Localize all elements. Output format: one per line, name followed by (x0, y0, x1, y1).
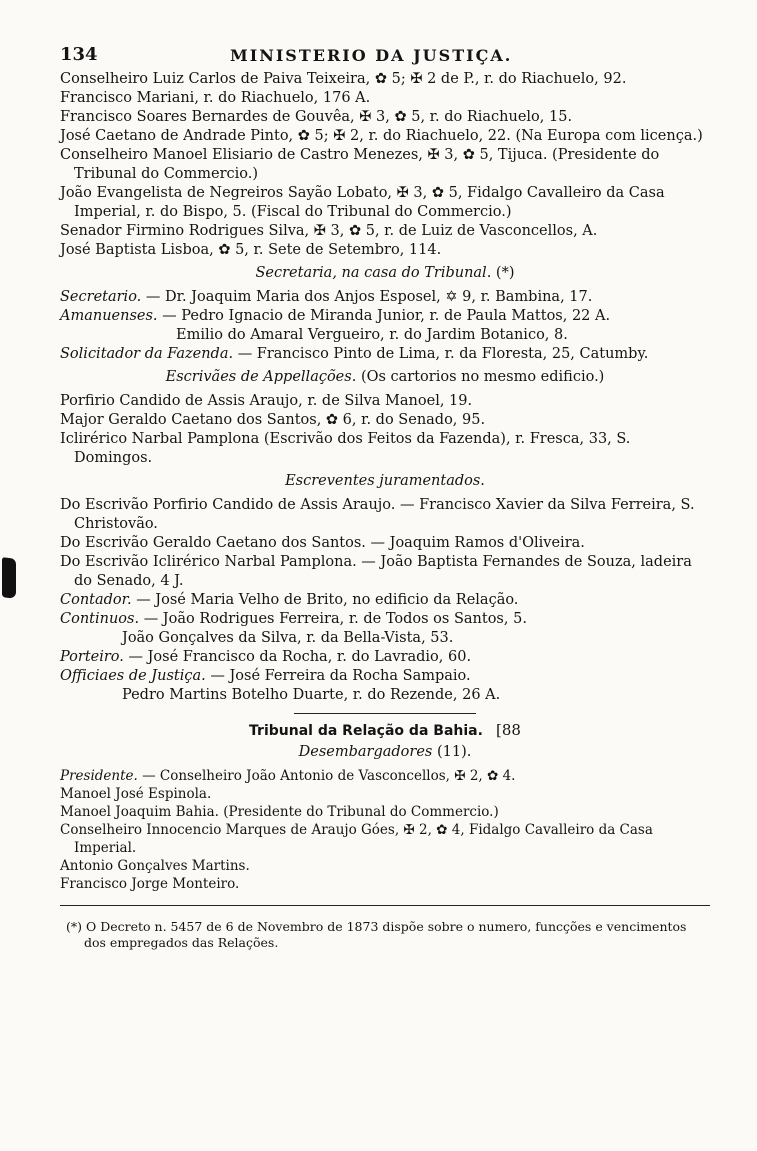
page-header (60, 40, 710, 70)
escrivaes-note: (Os cartorios no mesmo edificio.) (360, 369, 605, 385)
amanuenses-entry (60, 307, 710, 326)
amanuenses-entry-2: Emilio do Amaral Vergueiro, r. do Jardim Botanico, 8. (176, 327, 568, 343)
amanuenses-text: — Pedro Ignacio de Miranda Junior, r. de Paula Mattos, 22 A. (162, 308, 611, 324)
secretario-label: Secretario. (60, 289, 142, 305)
footnote: (*) O Decreto n. 5457 de 6 de Novembro de 1873 dispõe sobre o numero, funcções e vencimentos dos empregados das Relações. (66, 918, 687, 950)
porteiro-label: Porteiro. (60, 649, 124, 665)
footnote-marker: (*) (495, 265, 515, 281)
presidente-entry (60, 767, 710, 785)
list-item: Do Escrivão Geraldo Caetano dos Santos. — Joaquim Ramos d'Oliveira. (60, 535, 585, 551)
desembargadores-title: Desembargadores (298, 744, 433, 760)
desembargadores-heading (60, 741, 710, 764)
solicitador-label: Solicitador da Fazenda. (60, 346, 234, 362)
secretario-entry (60, 288, 710, 307)
porteiro-entry (60, 648, 710, 667)
contador-label: Contador. (60, 592, 132, 608)
bahia-heading (60, 713, 710, 739)
list-item: Iclirérico Narbal Pamplona (Escrivão dos Feitos da Fazenda), r. Fresca, 33, S. Domingos. (60, 431, 631, 466)
continuos-entry-2: João Gonçalves da Silva, r. da Bella-Vista, 53. (122, 630, 454, 646)
solicitador-text: — Francisco Pinto de Lima, r. da Floresta, 25, Catumby. (237, 346, 649, 362)
escreventes-title: Escreventes juramentados. (285, 473, 485, 489)
page-number: 134 (60, 44, 98, 65)
officiaes-text: — José Ferreira da Rocha Sampaio. (210, 668, 471, 684)
list-item: Conselheiro Luiz Carlos de Paiva Teixeira, ✿ 5; ✠ 2 de P., r. do Riachuelo, 92. (60, 71, 627, 87)
section-divider (294, 713, 476, 714)
list-item: José Baptista Lisboa, ✿ 5, r. Sete de Setembro, 114. (60, 242, 442, 258)
secretario-text: — Dr. Joaquim Maria dos Anjos Esposel, ✡ 9, r. Bambina, 17. (145, 289, 593, 305)
document-page (60, 40, 710, 963)
list-item: Francisco Mariani, r. do Riachuelo, 176 A. (60, 90, 371, 106)
members-list (60, 70, 710, 260)
continuos-text: — João Rodrigues Ferreira, r. de Todos os Santos, 5. (143, 611, 527, 627)
list-item: Major Geraldo Caetano dos Santos, ✿ 6, r. do Senado, 95. (60, 412, 486, 428)
bahia-ref: [88 (496, 721, 521, 739)
list-item: Do Escrivão Iclirérico Narbal Pamplona. — João Baptista Fernandes de Souza, ladeira do Senado, 4 J. (60, 554, 692, 589)
amanuenses-label: Amanuenses. (60, 308, 158, 324)
contador-text: — José Maria Velho de Brito, no edificio da Relação. (136, 592, 519, 608)
presidente-text: — Conselheiro João Antonio de Vasconcellos, ✠ 2, ✿ 4. (142, 768, 516, 784)
desembargadores-count: (11). (436, 744, 472, 760)
contador-entry (60, 591, 710, 610)
list-item: Francisco Jorge Monteiro. (60, 876, 240, 892)
list-item: Porfirio Candido de Assis Araujo, r. de Silva Manoel, 19. (60, 393, 473, 409)
list-item: Manoel José Espinola. (60, 786, 212, 802)
continuos-label: Continuos. (60, 611, 140, 627)
margin-ink-mark (2, 557, 16, 599)
list-item: Conselheiro Innocencio Marques de Araujo Góes, ✠ 2, ✿ 4, Fidalgo Cavalleiro da Casa Imperial. (60, 822, 653, 856)
list-item: João Evangelista de Negreiros Sayão Lobato, ✠ 3, ✿ 5, Fidalgo Cavalleiro da Casa Imperial, r. do Bispo, 5. (Fiscal do Tribunal do Commercio.) (60, 185, 665, 220)
escrivaes-heading (60, 366, 710, 389)
officiaes-entry (60, 667, 710, 686)
escrivaes-title: Escrivães de Appellações. (165, 369, 357, 385)
continuos-entry (60, 610, 710, 629)
officiaes-entry-2: Pedro Martins Botelho Duarte, r. do Rezende, 26 A. (122, 687, 501, 703)
list-item: Do Escrivão Porfirio Candido de Assis Araujo. — Francisco Xavier da Silva Ferreira, S. Christovão. (60, 497, 695, 532)
list-item: Senador Firmino Rodrigues Silva, ✠ 3, ✿ 5, r. de Luiz de Vasconcellos, A. (60, 223, 598, 239)
porteiro-text: — José Francisco da Rocha, r. do Lavradio, 60. (128, 649, 472, 665)
footnote-divider (60, 905, 710, 906)
list-item: Francisco Soares Bernardes de Gouvêa, ✠ 3, ✿ 5, r. do Riachuelo, 15. (60, 109, 573, 125)
list-item: Manoel Joaquim Bahia. (Presidente do Tribunal do Commercio.) (60, 804, 499, 820)
secretaria-title: Secretaria, na casa do Tribunal. (255, 265, 492, 281)
escreventes-heading (60, 470, 710, 493)
list-item: Conselheiro Manoel Elisiario de Castro Menezes, ✠ 3, ✿ 5, Tijuca. (Presidente do Tribunal do Commercio.) (60, 147, 660, 182)
officiaes-label: Officiaes de Justiça. (60, 668, 206, 684)
secretaria-heading (60, 262, 710, 285)
presidente-label: Presidente. (60, 768, 138, 784)
bahia-title: Tribunal da Relação da Bahia. (249, 723, 483, 739)
list-item: José Caetano de Andrade Pinto, ✿ 5; ✠ 2, r. do Riachuelo, 22. (Na Europa com licença.) (60, 128, 703, 144)
running-title: MINISTERIO DA JUSTIÇA. (230, 46, 513, 65)
solicitador-entry (60, 345, 710, 364)
list-item: Antonio Gonçalves Martins. (60, 858, 250, 874)
